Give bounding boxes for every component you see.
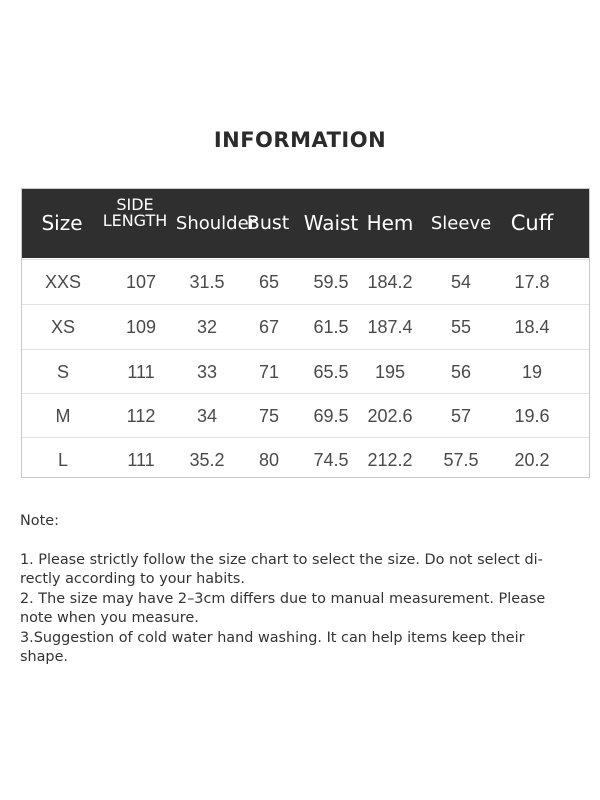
cell-size: L [57, 450, 68, 470]
table-row [22, 259, 589, 303]
cell-hem: 212.2 [367, 450, 413, 470]
note-3-line-2: shape. [20, 649, 68, 665]
cell-hem: 202.6 [367, 406, 413, 426]
header-hem: Hem [366, 211, 414, 235]
header-waist: Waist [303, 211, 359, 235]
cell-waist: 74.5 [313, 450, 349, 470]
cell-bust: 65 [258, 272, 280, 292]
cell-sleeve: 55 [450, 317, 472, 337]
cell-shoulder: 31.5 [189, 272, 225, 292]
cell-sleeve: 57 [450, 406, 472, 426]
cell-sleeve: 54 [450, 272, 472, 292]
table-row [22, 304, 589, 348]
cell-shoulder: 34 [196, 406, 218, 426]
header-side-length-line2: LENGTH [102, 211, 168, 230]
cell-bust: 75 [258, 406, 280, 426]
cell-side-length: 107 [125, 272, 157, 292]
header-size: Size [41, 211, 83, 235]
table-row [22, 437, 589, 481]
table-header [22, 189, 589, 258]
cell-shoulder: 33 [196, 362, 218, 382]
cell-side-length: 111 [127, 450, 155, 470]
header-side-length-line1: SIDE [116, 195, 154, 214]
cell-side-length: 112 [126, 406, 156, 426]
cell-cuff: 18.4 [514, 317, 550, 337]
header-sleeve: Sleeve [430, 213, 492, 234]
cell-waist: 65.5 [313, 362, 349, 382]
cell-hem: 184.2 [367, 272, 413, 292]
header-bust: Bust [246, 212, 290, 234]
cell-size: XXS [44, 272, 82, 292]
note-2-line-1: 2. The size may have 2–3cm differs due to manual measurement. Please [20, 590, 546, 607]
cell-sleeve: 57.5 [443, 450, 479, 470]
size-chart-table [21, 188, 590, 478]
cell-side-length: 111 [127, 362, 155, 382]
notes-label: Note: [20, 513, 59, 529]
note-2-line-2: note when you measure. [20, 610, 199, 626]
cell-sleeve: 56 [450, 362, 472, 382]
cell-cuff: 17.8 [514, 272, 550, 292]
cell-size: S [56, 362, 69, 382]
cell-shoulder: 32 [196, 317, 218, 337]
cell-hem: 187.4 [367, 317, 413, 337]
header-shoulder: Shoulder [175, 213, 257, 234]
cell-bust: 67 [258, 317, 280, 337]
cell-bust: 71 [258, 362, 280, 382]
note-3-line-1: 3.Suggestion of cold water hand washing. It can help items keep their [20, 629, 525, 646]
notes-section [20, 512, 582, 668]
note-1-line-1: 1. Please strictly follow the size chart to select the size. Do not select di- [20, 551, 543, 568]
cell-size: XS [50, 317, 75, 337]
cell-cuff: 19.6 [514, 406, 550, 426]
cell-shoulder: 35.2 [189, 450, 225, 470]
note-1-line-2: rectly according to your habits. [20, 571, 245, 587]
cell-waist: 59.5 [313, 272, 349, 292]
page-title: INFORMATION [213, 128, 387, 152]
cell-cuff: 20.2 [514, 450, 550, 470]
cell-side-length: 109 [125, 317, 157, 337]
cell-waist: 69.5 [313, 406, 349, 426]
cell-waist: 61.5 [313, 317, 349, 337]
cell-hem: 195 [374, 362, 406, 382]
cell-cuff: 19 [521, 362, 543, 382]
header-side-length [96, 197, 174, 247]
table-row [22, 393, 589, 437]
cell-bust: 80 [258, 450, 280, 470]
header-cuff: Cuff [510, 211, 554, 235]
table-row [22, 349, 589, 393]
cell-size: M [55, 406, 71, 426]
